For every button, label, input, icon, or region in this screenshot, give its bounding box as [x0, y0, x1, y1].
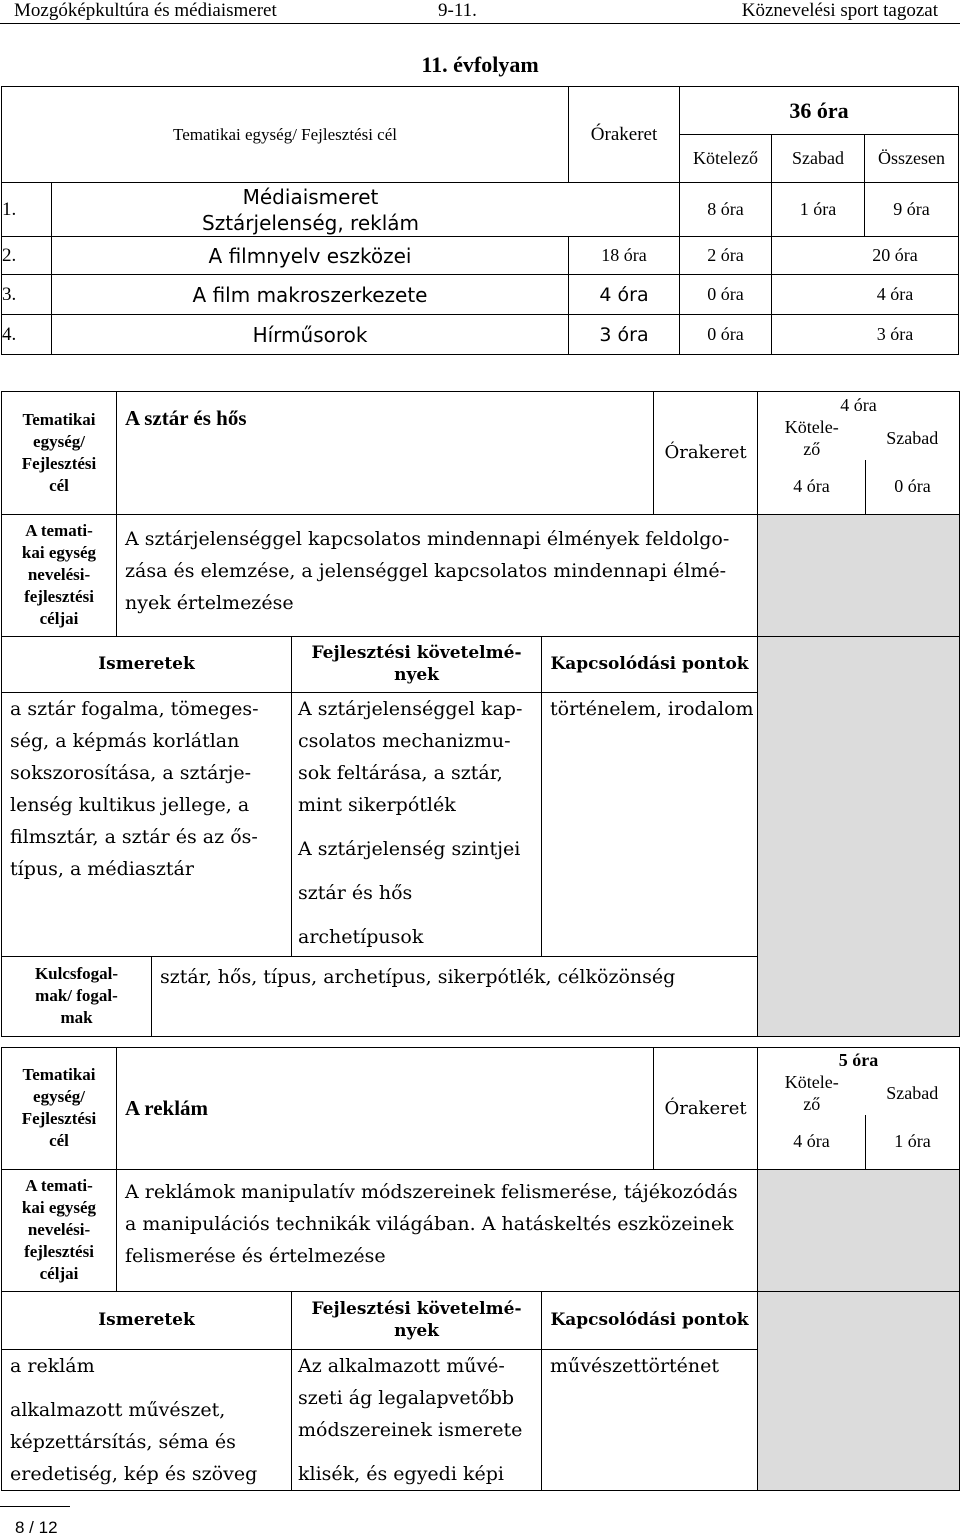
- unit2-topic: A reklám: [117, 1048, 654, 1170]
- row-title-line2: Sztárjelenség, reklám: [202, 210, 420, 235]
- row-title-line1: Médiaismeret: [242, 184, 379, 209]
- unit2-knowledge-1: a reklám: [10, 1354, 95, 1377]
- row-title: Hírműsorok: [52, 315, 569, 355]
- unit2-hours-label: Órakeret: [654, 1048, 758, 1170]
- row-num: 2.: [2, 237, 52, 275]
- unit2-head-knowledge: Ismeretek: [2, 1291, 292, 1349]
- unit1-req-arch: archetípusok: [298, 925, 424, 948]
- unit1-table: [1, 391, 960, 1037]
- unit1-knowledge: a sztár fogalma, tömeges- ség, a képmás korlátlan sokszorosítása, a sztárje- lenség kultikus jellege, a filmsztár, a sztár és az ős- típus, a médiasztár: [2, 692, 292, 956]
- row-mandatory: 8 óra: [680, 183, 772, 237]
- unit1-label-key: Kulcsfogal- mak/ fogal- mak: [2, 956, 152, 1036]
- summary-col-hours: Órakeret: [569, 87, 680, 183]
- unit2-requirements-2: klisék, és egyedi képi: [298, 1462, 504, 1485]
- row-mandatory: 4 óra: [569, 275, 680, 315]
- row-num: 4.: [2, 315, 52, 355]
- unit1-head-knowledge: Ismeretek: [2, 636, 292, 692]
- unit1-hours-label: Órakeret: [654, 392, 758, 515]
- unit2-requirements: Az alkalmazott művé- szeti ág legalapvetőbb módszereinek ismerete klisék, és egyedi képi: [292, 1349, 542, 1490]
- unit1-connections: történelem, irodalom: [542, 692, 758, 956]
- row-num: 1.: [2, 183, 52, 237]
- page-number: 8 / 12: [15, 1518, 58, 1537]
- footer-rule: [0, 1506, 70, 1507]
- unit1-free-label: Szabad: [886, 428, 939, 448]
- unit1-label-topic: Tematikai egység/ Fejlesztési cél: [2, 392, 117, 515]
- summary-row: [2, 183, 959, 237]
- summary-col-topic: Tematikai egység/ Fejlesztési cél: [2, 87, 569, 183]
- unit2-goals: A reklámok manipulatív módszereinek felismerése, tájékozódás a manipulációs technikák világában. A hatáskeltés eszközeinek felismerése és értelmezése: [117, 1169, 758, 1291]
- summary-total-hours: 36 óra: [680, 87, 959, 135]
- unit2-mandatory-label: Kötele- ző: [784, 1072, 839, 1114]
- row-free: 0 óra: [680, 315, 772, 355]
- row-total: 20 óra: [772, 237, 959, 275]
- summary-sub-total: Összesen: [865, 135, 959, 183]
- unit1-free: 0 óra: [866, 460, 960, 514]
- header-rule: [0, 23, 960, 24]
- unit1-topic: A sztár és hős: [117, 392, 654, 515]
- row-total: 9 óra: [865, 183, 959, 237]
- unit2-free-label: Szabad: [886, 1083, 939, 1103]
- unit2-head-requirements: Fejlesztési követelmé- nyek: [292, 1291, 542, 1349]
- unit1-requirements: A sztárjelenséggel kap- csolatos mechanizmu- sok feltárása, a sztár, mint sikerpótlék A sztárjelenség szintjei sztár és hős archetípusok: [292, 692, 542, 956]
- summary-row: [2, 237, 959, 275]
- unit1-gray-fill: [758, 636, 960, 1036]
- unit2-knowledge: [2, 1349, 292, 1490]
- row-total: 4 óra: [772, 275, 959, 315]
- row-free: 1 óra: [772, 183, 865, 237]
- unit1-req-levels: A sztárjelenség szintjei: [298, 837, 521, 860]
- unit2-gray-fill: [758, 1169, 960, 1291]
- unit1-gray-fill: [758, 514, 960, 636]
- row-total: 3 óra: [772, 315, 959, 355]
- row-num: 3.: [2, 275, 52, 315]
- summary-row: [2, 275, 959, 315]
- summary-sub-mandatory: Kötelező: [680, 135, 772, 183]
- unit2-label-goals: A temati- kai egység nevelési- fejlesztési céljai: [2, 1169, 117, 1291]
- row-free: 2 óra: [680, 237, 772, 275]
- header-program: Köznevelési sport tagozat: [741, 0, 938, 21]
- summary-table: [1, 86, 959, 355]
- unit1-req-star: sztár és hős: [298, 881, 413, 904]
- unit1-mandatory-label: Kötele- ző: [784, 417, 839, 459]
- row-mandatory: 18 óra: [569, 237, 680, 275]
- unit1-head-connections: Kapcsolódási pontok: [542, 636, 758, 692]
- unit1-hours-total: 4 óra: [840, 395, 877, 415]
- unit1-label-goals: A temati- kai egység nevelési- fejlesztési céljai: [2, 514, 117, 636]
- unit2-connections: művészettörténet: [542, 1349, 758, 1490]
- unit1-key-concepts: sztár, hős, típus, archetípus, sikerpótlék, célközönség: [152, 956, 758, 1036]
- unit2-free: 1 óra: [866, 1115, 960, 1169]
- unit2-label-topic: Tematikai egység/ Fejlesztési cél: [2, 1048, 117, 1170]
- row-title: A film makroszerkezete: [52, 275, 569, 315]
- row-mandatory: 3 óra: [569, 315, 680, 355]
- unit1-goals: A sztárjelenséggel kapcsolatos mindennapi élmények feldolgo- zása és elemzése, a jelenséggel kapcsolatos mindennapi élmé- nyek értelmezése: [117, 514, 758, 636]
- unit2-gray-fill: [758, 1291, 960, 1490]
- unit2-knowledge-2: alkalmazott művészet, képzettársítás, séma és eredetiség, kép és szöveg: [10, 1398, 258, 1485]
- header-grades: 9-11.: [438, 0, 477, 21]
- row-free: 0 óra: [680, 275, 772, 315]
- unit2-head-connections: Kapcsolódási pontok: [542, 1291, 758, 1349]
- page-header: [0, 0, 960, 24]
- summary-row: [2, 315, 959, 355]
- grade-title: 11. évfolyam: [421, 52, 539, 77]
- header-subject: Mozgóképkultúra és médiaismeret: [14, 0, 277, 21]
- unit2-hours-total: 5 óra: [838, 1050, 879, 1070]
- unit2-mandatory: 4 óra: [758, 1115, 866, 1169]
- summary-sub-free: Szabad: [772, 135, 865, 183]
- row-title: A filmnyelv eszközei: [52, 237, 569, 275]
- unit1-head-requirements: Fejlesztési követelmé- nyek: [292, 636, 542, 692]
- unit1-mandatory: 4 óra: [758, 460, 866, 514]
- unit2-table: [1, 1047, 960, 1491]
